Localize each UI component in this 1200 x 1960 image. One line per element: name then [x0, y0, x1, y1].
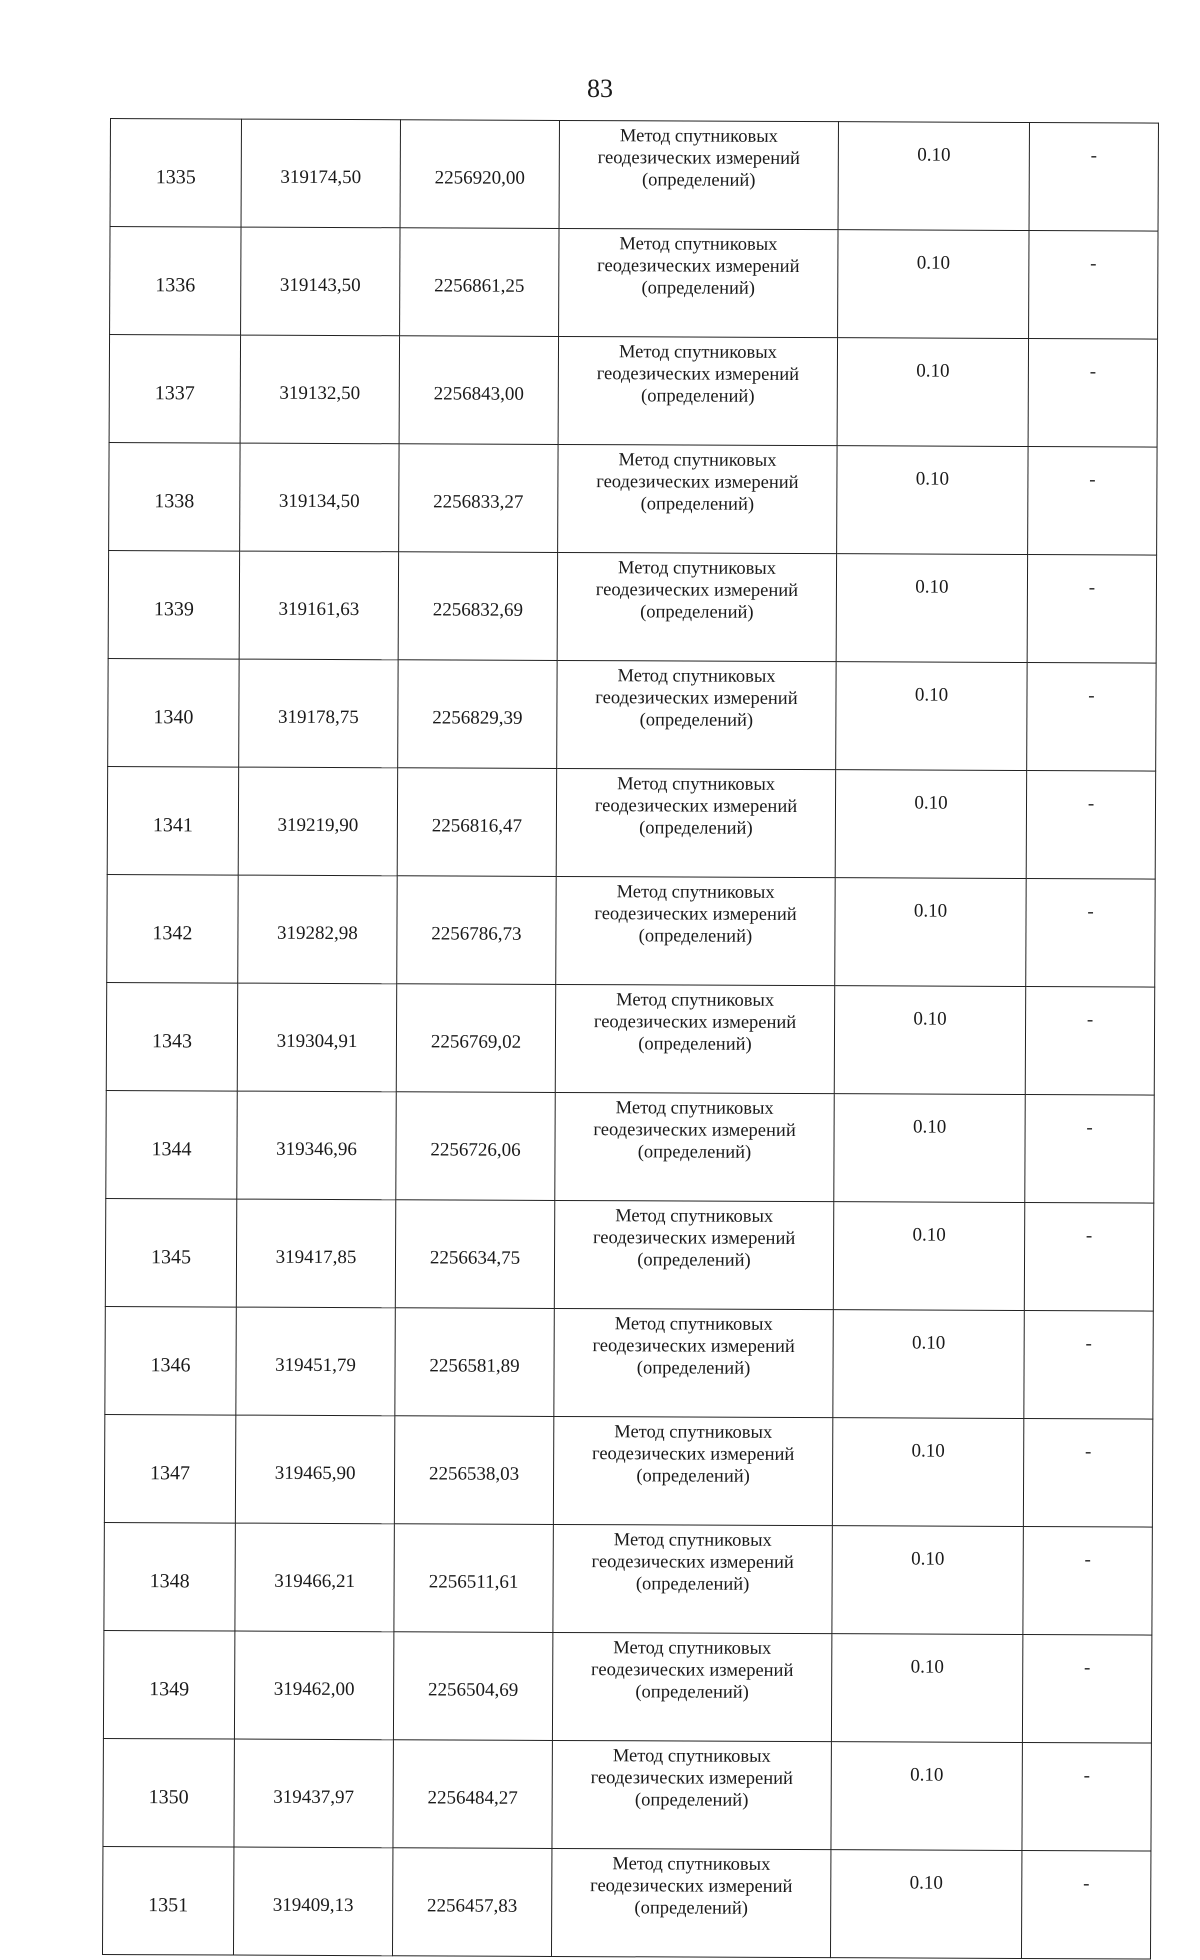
- point-number-cell: [105, 1198, 236, 1307]
- x-coordinate-cell-value: 319282,98: [277, 922, 358, 944]
- note-value: -: [1086, 1117, 1093, 1139]
- point-number-cell-value: 1351: [148, 1893, 189, 1916]
- y-coordinate-cell: [399, 336, 558, 445]
- method-line: (определений): [638, 926, 753, 947]
- table-row: [105, 1198, 1153, 1311]
- method-line: (определений): [637, 1250, 751, 1271]
- accuracy-value: 0.10: [911, 1548, 945, 1570]
- method-line: (определений): [638, 1034, 752, 1055]
- method-line: геодезических измерений: [594, 904, 797, 926]
- x-coordinate-cell: [237, 983, 396, 1092]
- x-coordinate-cell: [238, 767, 397, 876]
- method-line: Метод спутниковых: [612, 1746, 771, 1767]
- method-line: Метод спутниковых: [615, 1206, 774, 1227]
- note-value: -: [1089, 469, 1096, 491]
- method-line: Метод спутниковых: [619, 234, 778, 255]
- method-line: Метод спутниковых: [613, 1638, 772, 1659]
- method-cell: [551, 1848, 830, 1957]
- method-cell: [552, 1632, 831, 1741]
- method-cell: [559, 120, 838, 229]
- x-coordinate-cell-value: 319304,91: [276, 1030, 358, 1052]
- table-row: [106, 1090, 1154, 1203]
- point-number-cell-value: 1337: [154, 381, 195, 404]
- method-line: (определений): [634, 1790, 749, 1811]
- table-row: [103, 1738, 1151, 1851]
- point-number-cell-value: 1339: [153, 597, 194, 620]
- x-coordinate-cell: [236, 1199, 395, 1308]
- table-row: [104, 1522, 1152, 1635]
- accuracy-cell: [836, 662, 1027, 771]
- method-line: (определений): [640, 494, 755, 515]
- note-cell: [1021, 1850, 1150, 1959]
- note-cell: [1025, 987, 1154, 1096]
- method-line: Метод спутниковых: [617, 666, 776, 687]
- method-line: (определений): [641, 170, 756, 191]
- x-coordinate-cell: [236, 1307, 395, 1416]
- point-number-cell: [109, 335, 240, 444]
- coordinates-table: [102, 118, 1159, 1960]
- method-cell: [558, 336, 837, 445]
- method-line: геодезических измерений: [595, 688, 798, 710]
- accuracy-cell: [833, 1202, 1024, 1311]
- method-line: геодезических измерений: [597, 148, 801, 170]
- y-coordinate-cell: [393, 1740, 552, 1849]
- x-coordinate-cell-value: 319417,85: [275, 1246, 357, 1268]
- y-coordinate-cell: [397, 876, 556, 985]
- method-line: геодезических измерений: [593, 1012, 797, 1034]
- y-coordinate-cell-value: 2256504,69: [427, 1678, 519, 1701]
- note-cell: [1022, 1742, 1151, 1851]
- note-cell: [1026, 879, 1155, 988]
- y-coordinate-cell: [394, 1524, 553, 1633]
- method-cell: [554, 1308, 833, 1417]
- method-line: геодезических измерений: [597, 256, 800, 278]
- accuracy-cell: [831, 1634, 1022, 1743]
- y-coordinate-cell-value: 2256634,75: [429, 1246, 521, 1269]
- y-coordinate-cell-value: 2256843,00: [433, 382, 524, 405]
- method-line: Метод спутниковых: [619, 126, 778, 147]
- accuracy-value: 0.10: [911, 1332, 946, 1354]
- method-line: геодезических измерений: [592, 1228, 796, 1250]
- point-number-cell-value: 1336: [155, 273, 196, 296]
- x-coordinate-cell: [239, 659, 398, 768]
- y-coordinate-cell-value: 2256484,27: [427, 1786, 518, 1809]
- accuracy-cell: [833, 1310, 1024, 1419]
- point-number-cell: [110, 119, 241, 228]
- method-line: геодезических измерений: [592, 1336, 795, 1357]
- note-cell: [1027, 555, 1156, 664]
- y-coordinate-cell-value: 2256538,03: [428, 1462, 520, 1485]
- method-cell: [554, 1200, 833, 1309]
- accuracy-value: 0.10: [912, 1224, 946, 1246]
- x-coordinate-cell-value: 319143,50: [279, 274, 361, 296]
- y-coordinate-cell-value: 2256769,02: [430, 1030, 522, 1053]
- x-coordinate-cell: [238, 875, 397, 984]
- note-cell: [1023, 1526, 1152, 1635]
- point-number-cell-value: 1346: [150, 1353, 191, 1376]
- y-coordinate-cell-value: 2256786,73: [431, 922, 522, 945]
- accuracy-cell: [835, 770, 1026, 879]
- x-coordinate-cell-value: 319437,97: [273, 1786, 355, 1808]
- method-line: геодезических измерений: [591, 1552, 794, 1573]
- note-cell: [1029, 123, 1158, 232]
- method-line: (определений): [636, 1466, 750, 1487]
- method-line: геодезических измерений: [596, 472, 799, 494]
- x-coordinate-cell: [234, 1739, 393, 1848]
- point-number-cell: [106, 1090, 237, 1199]
- method-cell: [559, 228, 838, 337]
- note-value: -: [1089, 361, 1097, 383]
- table-row: [110, 227, 1158, 340]
- accuracy-value: 0.10: [916, 360, 950, 382]
- method-line: Метод спутниковых: [614, 1422, 773, 1443]
- point-number-cell-value: 1335: [155, 165, 196, 188]
- method-cell: [556, 768, 835, 877]
- method-cell: [558, 444, 837, 553]
- note-value: -: [1085, 1333, 1092, 1355]
- accuracy-cell: [830, 1850, 1021, 1959]
- x-coordinate-cell-value: 319465,90: [274, 1462, 356, 1484]
- table-row: [110, 119, 1158, 232]
- note-value: -: [1085, 1225, 1093, 1247]
- y-coordinate-cell: [397, 768, 556, 877]
- accuracy-value: 0.10: [910, 1764, 944, 1786]
- point-number-cell: [103, 1630, 234, 1739]
- method-line: геодезических измерений: [590, 1876, 793, 1897]
- page-number: 83: [587, 74, 613, 103]
- note-value: -: [1086, 1009, 1094, 1031]
- method-cell: [552, 1740, 831, 1849]
- accuracy-value: 0.10: [909, 1872, 943, 1894]
- method-line: (определений): [634, 1898, 748, 1919]
- method-line: (определений): [640, 602, 754, 623]
- table-row: [103, 1630, 1151, 1743]
- y-coordinate-cell-value: 2256726,06: [430, 1138, 521, 1161]
- point-number-cell-value: 1348: [149, 1569, 190, 1592]
- method-cell: [555, 1092, 834, 1201]
- note-value: -: [1088, 577, 1096, 599]
- note-cell: [1027, 663, 1156, 772]
- table-row: [105, 1306, 1153, 1419]
- point-number-cell: [105, 1306, 236, 1415]
- method-line: (определений): [639, 818, 753, 839]
- note-cell: [1029, 231, 1158, 340]
- note-cell: [1024, 1311, 1153, 1420]
- x-coordinate-cell-value: 319134,50: [278, 490, 360, 512]
- accuracy-value: 0.10: [913, 1008, 947, 1030]
- note-value: -: [1088, 685, 1095, 707]
- point-number-cell: [103, 1738, 234, 1847]
- point-number-cell: [108, 550, 239, 659]
- method-line: Метод спутниковых: [617, 774, 776, 795]
- accuracy-value: 0.10: [913, 900, 948, 922]
- method-line: геодезических измерений: [591, 1660, 794, 1681]
- accuracy-value: 0.10: [914, 684, 949, 706]
- accuracy-value: 0.10: [910, 1656, 944, 1678]
- note-value: -: [1087, 793, 1095, 815]
- method-line: (определений): [635, 1682, 749, 1703]
- method-line: Метод спутниковых: [616, 990, 775, 1011]
- point-number-cell-value: 1349: [149, 1677, 190, 1700]
- x-coordinate-cell-value: 319462,00: [273, 1678, 355, 1700]
- accuracy-value: 0.10: [915, 576, 949, 598]
- y-coordinate-cell: [400, 228, 559, 337]
- method-line: геодезических измерений: [596, 364, 800, 386]
- method-line: (определений): [635, 1574, 750, 1595]
- method-line: Метод спутниковых: [617, 558, 777, 579]
- x-coordinate-cell-value: 319178,75: [277, 706, 359, 728]
- x-coordinate-cell: [241, 119, 400, 228]
- method-line: Метод спутниковых: [613, 1530, 772, 1551]
- method-line: Метод спутниковых: [614, 1314, 773, 1335]
- y-coordinate-cell: [400, 120, 559, 229]
- x-coordinate-cell: [235, 1415, 394, 1524]
- x-coordinate-cell-value: 319132,50: [279, 382, 361, 404]
- point-number-cell-value: 1343: [151, 1029, 193, 1052]
- note-value: -: [1090, 145, 1098, 167]
- method-line: (определений): [641, 386, 755, 407]
- y-coordinate-cell-value: 2256816,47: [431, 814, 523, 837]
- point-number-cell: [107, 766, 238, 875]
- method-line: (определений): [637, 1142, 752, 1163]
- y-coordinate-cell-value: 2256832,69: [432, 598, 524, 621]
- method-line: геодезических измерений: [595, 580, 799, 602]
- coordinates-table-body: [102, 119, 1158, 1960]
- point-number-cell: [104, 1414, 235, 1523]
- x-coordinate-cell: [237, 1091, 396, 1200]
- x-coordinate-cell-value: 319219,90: [277, 814, 359, 836]
- table-row: [104, 1414, 1152, 1527]
- method-line: геодезических измерений: [594, 796, 798, 818]
- point-number-cell-value: 1342: [152, 921, 193, 944]
- note-cell: [1028, 339, 1157, 448]
- accuracy-value: 0.10: [915, 468, 950, 490]
- table-row: [108, 658, 1156, 771]
- y-coordinate-cell: [394, 1416, 553, 1525]
- table-row: [106, 982, 1154, 1095]
- accuracy-cell: [832, 1418, 1023, 1527]
- method-line: геодезических измерений: [591, 1444, 795, 1465]
- point-number-cell-value: 1347: [150, 1461, 191, 1484]
- note-value: -: [1084, 1657, 1091, 1679]
- table-row: [109, 335, 1157, 448]
- point-number-cell: [108, 658, 239, 767]
- note-value: -: [1087, 901, 1094, 923]
- accuracy-value: 0.10: [912, 1116, 947, 1138]
- x-coordinate-cell-value: 319174,50: [280, 166, 362, 188]
- note-value: -: [1083, 1873, 1090, 1895]
- x-coordinate-cell-value: 319409,13: [272, 1894, 354, 1916]
- y-coordinate-cell-value: 2256511,61: [428, 1570, 519, 1593]
- point-number-cell-value: 1350: [148, 1785, 189, 1808]
- x-coordinate-cell: [235, 1523, 394, 1632]
- y-coordinate-cell: [395, 1200, 554, 1309]
- note-cell: [1026, 771, 1155, 880]
- accuracy-value: 0.10: [914, 792, 948, 814]
- point-number-cell: [102, 1846, 233, 1955]
- accuracy-cell: [838, 122, 1029, 231]
- accuracy-cell: [836, 554, 1027, 663]
- y-coordinate-cell: [395, 1308, 554, 1417]
- y-coordinate-cell-value: 2256920,00: [434, 166, 525, 189]
- method-cell: [556, 876, 835, 985]
- accuracy-cell: [835, 878, 1026, 987]
- y-coordinate-cell: [399, 444, 558, 553]
- point-number-cell-value: 1340: [153, 705, 194, 728]
- accuracy-cell: [838, 230, 1029, 339]
- table-row: [102, 1846, 1150, 1959]
- accuracy-cell: [834, 986, 1025, 1095]
- point-number-cell: [104, 1522, 235, 1631]
- y-coordinate-cell: [398, 552, 557, 661]
- method-line: Метод спутниковых: [615, 1098, 774, 1119]
- note-value: -: [1084, 1549, 1091, 1571]
- y-coordinate-cell-value: 2256457,83: [427, 1894, 518, 1917]
- method-line: (определений): [641, 278, 756, 299]
- method-line: Метод спутниковых: [618, 342, 778, 363]
- table-row: [107, 766, 1155, 879]
- note-cell: [1025, 1095, 1154, 1204]
- table-row: [109, 442, 1157, 555]
- x-coordinate-cell-value: 319451,79: [275, 1354, 356, 1376]
- point-number-cell-value: 1345: [150, 1245, 192, 1268]
- accuracy-cell: [837, 446, 1028, 555]
- accuracy-value: 0.10: [911, 1440, 945, 1462]
- note-cell: [1022, 1634, 1151, 1743]
- note-cell: [1024, 1203, 1153, 1312]
- method-cell: [557, 552, 836, 661]
- y-coordinate-cell-value: 2256833,27: [433, 490, 524, 513]
- y-coordinate-cell: [396, 1092, 555, 1201]
- method-line: Метод спутниковых: [618, 450, 777, 471]
- x-coordinate-cell: [241, 227, 400, 336]
- method-cell: [557, 660, 836, 769]
- method-line: (определений): [636, 1358, 751, 1379]
- point-number-cell: [110, 227, 241, 336]
- x-coordinate-cell-value: 319161,63: [278, 598, 360, 620]
- x-coordinate-cell: [240, 335, 399, 444]
- x-coordinate-cell: [233, 1847, 392, 1956]
- x-coordinate-cell-value: 319346,96: [276, 1138, 357, 1160]
- method-cell: [553, 1416, 832, 1525]
- point-number-cell-value: 1338: [154, 489, 195, 512]
- method-line: геодезических измерений: [590, 1768, 793, 1789]
- note-value: -: [1083, 1765, 1090, 1787]
- method-line: геодезических измерений: [593, 1120, 796, 1142]
- table-row: [108, 550, 1156, 663]
- point-number-cell: [109, 442, 240, 551]
- method-line: Метод спутниковых: [616, 882, 775, 903]
- accuracy-value: 0.10: [917, 144, 951, 166]
- method-cell: [553, 1524, 832, 1633]
- accuracy-cell: [834, 1094, 1025, 1203]
- note-value: -: [1084, 1441, 1092, 1463]
- y-coordinate-cell: [392, 1848, 551, 1957]
- point-number-cell-value: 1344: [151, 1137, 192, 1160]
- accuracy-value: 0.10: [916, 252, 951, 274]
- method-line: Метод спутниковых: [612, 1854, 771, 1875]
- y-coordinate-cell-value: 2256861,25: [434, 274, 525, 297]
- y-coordinate-cell: [396, 984, 555, 1093]
- y-coordinate-cell-value: 2256581,89: [429, 1354, 520, 1377]
- point-number-cell-value: 1341: [152, 813, 193, 836]
- point-number-cell: [106, 982, 237, 1091]
- note-cell: [1028, 447, 1157, 556]
- x-coordinate-cell: [240, 443, 399, 552]
- x-coordinate-cell: [239, 551, 398, 660]
- y-coordinate-cell: [398, 660, 557, 769]
- y-coordinate-cell-value: 2256829,39: [432, 706, 523, 729]
- note-cell: [1023, 1418, 1152, 1527]
- table-row: [107, 874, 1155, 987]
- method-line: (определений): [639, 710, 754, 731]
- point-number-cell: [107, 874, 238, 983]
- y-coordinate-cell: [393, 1632, 552, 1741]
- accuracy-cell: [831, 1742, 1022, 1851]
- x-coordinate-cell: [234, 1631, 393, 1740]
- x-coordinate-cell-value: 319466,21: [274, 1570, 356, 1592]
- method-cell: [555, 984, 834, 1093]
- note-value: -: [1090, 253, 1097, 275]
- accuracy-cell: [832, 1526, 1023, 1635]
- accuracy-cell: [837, 338, 1028, 447]
